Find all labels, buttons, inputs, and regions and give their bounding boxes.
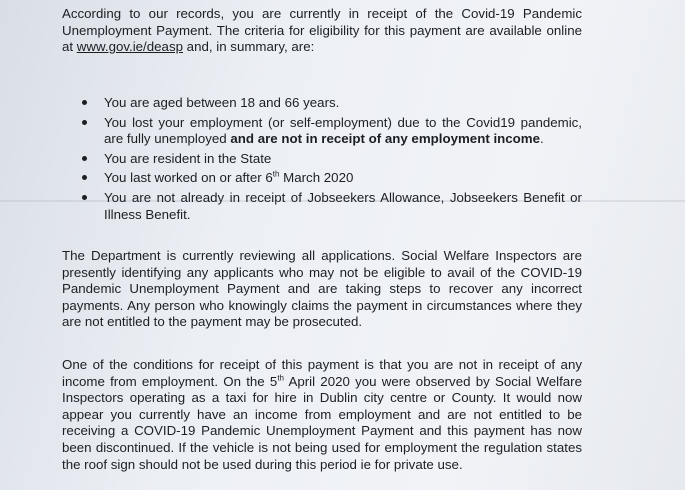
bullet-icon bbox=[82, 120, 87, 125]
review-line: Pandemic Unemployment Payment and are taking steps to recover any incorrect bbox=[62, 281, 582, 297]
ordinal-suffix: th bbox=[272, 169, 280, 179]
conditions-line: appear you currently have an income from employment and are not entitled to be bbox=[62, 406, 582, 422]
review-line: are not entitled to the payment may be prosecuted. bbox=[62, 314, 363, 330]
bullet-icon bbox=[82, 100, 87, 105]
bullet-icon bbox=[82, 175, 87, 180]
eligibility-criteria-list bbox=[62, 95, 582, 226]
intro-line bbox=[62, 39, 582, 56]
criteria-text-part: You last worked on or after 6 bbox=[104, 170, 273, 186]
criteria-item bbox=[62, 95, 582, 112]
conditions-line bbox=[62, 374, 582, 391]
conditions-paragraph bbox=[62, 357, 582, 473]
ordinal-suffix: th bbox=[277, 373, 284, 383]
intro-line: Unemployment Payment. The criteria for eligibility for this payment are available online bbox=[62, 22, 582, 38]
criteria-text: You are resident in the State bbox=[104, 150, 272, 166]
criteria-item bbox=[62, 190, 582, 223]
review-line: presently identifying any applicants who may not be eligible to avail of the COVID-19 bbox=[62, 264, 582, 280]
conditions-text-part: April 2020 you were observed by Social Welfare bbox=[283, 373, 582, 389]
criteria-emphasis: and are not in receipt of any employment income bbox=[230, 131, 540, 147]
intro-text: at bbox=[62, 39, 77, 55]
criteria-text: Illness Benefit. bbox=[104, 206, 191, 222]
bullet-icon bbox=[82, 156, 87, 161]
criteria-text: You are aged between 18 and 66 years. bbox=[104, 95, 340, 110]
conditions-text-part: income from employment. On the 5 bbox=[62, 373, 278, 389]
intro-line: According to our records, you are currently in receipt of the Covid-19 Pandemic bbox=[62, 6, 582, 21]
bullet-icon bbox=[82, 195, 87, 200]
criteria-item bbox=[62, 170, 582, 187]
intro-paragraph bbox=[62, 6, 582, 56]
criteria-item bbox=[62, 151, 582, 168]
criteria-item bbox=[62, 115, 582, 148]
intro-text: and, in summary, are: bbox=[182, 39, 315, 55]
criteria-text bbox=[104, 131, 582, 148]
criteria-text bbox=[104, 170, 582, 187]
criteria-text: You are not already in receipt of Jobseekers Allowance, Jobseekers Benefit or bbox=[104, 189, 582, 205]
conditions-line: One of the conditions for receipt of this payment is that you are not in receipt of any bbox=[62, 357, 582, 372]
gov-website-link[interactable]: www.gov.ie/deasp bbox=[76, 39, 183, 55]
criteria-text: You lost your employment (or self-employment) due to the Covid19 pandemic, bbox=[104, 114, 582, 130]
conditions-line: Inspectors operating as a taxi for hire in Dublin city centre or County. It would now bbox=[62, 390, 582, 406]
criteria-text-part: . bbox=[540, 131, 544, 147]
conditions-line: been discontinued. If the vehicle is not being used for employment the regulation states bbox=[62, 439, 582, 455]
criteria-text-part: March 2020 bbox=[279, 170, 354, 186]
review-line: payments. Any person who knowingly claims the payment in circumstances where they bbox=[62, 297, 582, 313]
criteria-text-part: are fully unemployed bbox=[104, 131, 231, 147]
conditions-line: the roof sign should not be used during this period ie for private use. bbox=[62, 456, 463, 472]
conditions-line: receiving a COVID-19 Pandemic Unemployment Payment and this payment has now bbox=[62, 423, 582, 439]
review-line: The Department is currently reviewing all applications. Social Welfare Inspectors are bbox=[62, 248, 582, 263]
review-paragraph bbox=[62, 248, 582, 331]
